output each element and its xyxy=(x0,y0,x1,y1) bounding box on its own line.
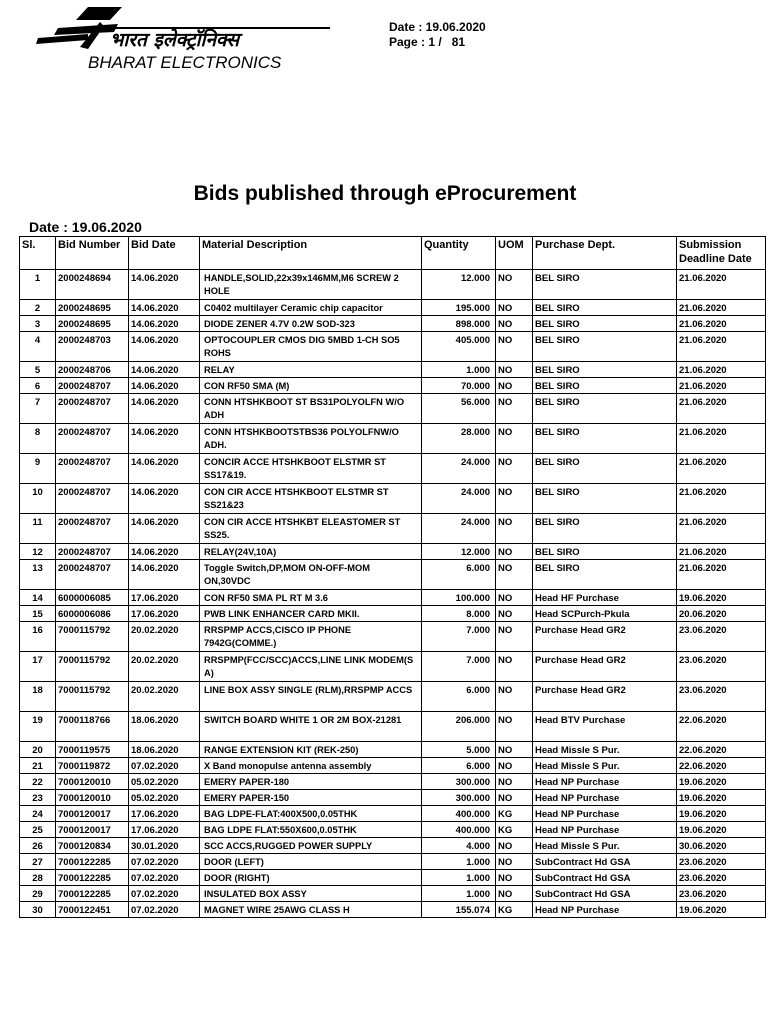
cell-deadline: 23.06.2020 xyxy=(677,622,766,652)
cell-bid-date: 07.02.2020 xyxy=(129,902,200,918)
table-row xyxy=(20,394,766,424)
cell-dept: BEL SIRO xyxy=(533,454,677,484)
cell-uom: NO xyxy=(496,362,533,378)
cell-dept: BEL SIRO xyxy=(533,378,677,394)
table-row xyxy=(20,854,766,870)
cell-material: DOOR (RIGHT) xyxy=(200,870,422,886)
cell-dept: Purchase Head GR2 xyxy=(533,682,677,712)
cell-uom: NO xyxy=(496,514,533,544)
cell-dept: Head Missle S Pur. xyxy=(533,742,677,758)
cell-bid-number: 7000118766 xyxy=(56,712,129,742)
cell-material: CON RF50 SMA PL RT M 3.6 xyxy=(200,590,422,606)
cell-material: INSULATED BOX ASSY xyxy=(200,886,422,902)
cell-material: CON CIR ACCE HTSHKBOOT ELSTMR ST SS21&23 xyxy=(200,484,422,514)
cell-uom: NO xyxy=(496,682,533,712)
table-row xyxy=(20,560,766,590)
cell-deadline: 21.06.2020 xyxy=(677,514,766,544)
cell-deadline: 21.06.2020 xyxy=(677,424,766,454)
cell-quantity: 6.000 xyxy=(422,682,496,712)
cell-deadline: 21.06.2020 xyxy=(677,544,766,560)
table-row xyxy=(20,378,766,394)
cell-sl: 20 xyxy=(20,742,56,758)
cell-bid-date: 07.02.2020 xyxy=(129,886,200,902)
cell-material: RRSPMP ACCS,CISCO IP PHONE 7942G(COMME.) xyxy=(200,622,422,652)
cell-bid-date: 17.06.2020 xyxy=(129,806,200,822)
cell-uom: NO xyxy=(496,886,533,902)
cell-bid-date: 14.06.2020 xyxy=(129,332,200,362)
cell-dept: SubContract Hd GSA xyxy=(533,854,677,870)
cell-dept: SubContract Hd GSA xyxy=(533,886,677,902)
cell-quantity: 12.000 xyxy=(422,270,496,300)
cell-quantity: 300.000 xyxy=(422,774,496,790)
cell-quantity: 8.000 xyxy=(422,606,496,622)
cell-dept: Purchase Head GR2 xyxy=(533,622,677,652)
cell-dept: BEL SIRO xyxy=(533,514,677,544)
bids-table xyxy=(19,236,766,918)
table-row xyxy=(20,362,766,378)
cell-bid-number: 2000248707 xyxy=(56,514,129,544)
cell-bid-number: 2000248694 xyxy=(56,270,129,300)
page-label: Page : 1 / 81 xyxy=(389,35,466,49)
cell-dept: BEL SIRO xyxy=(533,544,677,560)
cell-dept: Head SCPurch-Pkula xyxy=(533,606,677,622)
cell-deadline: 21.06.2020 xyxy=(677,560,766,590)
cell-uom: NO xyxy=(496,838,533,854)
cell-dept: Head NP Purchase xyxy=(533,790,677,806)
cell-bid-number: 7000122285 xyxy=(56,886,129,902)
cell-material: SCC ACCS,RUGGED POWER SUPPLY xyxy=(200,838,422,854)
cell-bid-number: 7000120834 xyxy=(56,838,129,854)
cell-dept: Head NP Purchase xyxy=(533,902,677,918)
cell-uom: NO xyxy=(496,300,533,316)
cell-bid-date: 14.06.2020 xyxy=(129,484,200,514)
cell-material: Toggle Switch,DP,MOM ON-OFF-MOM ON,30VDC xyxy=(200,560,422,590)
cell-dept: BEL SIRO xyxy=(533,332,677,362)
cell-bid-number: 7000115792 xyxy=(56,622,129,652)
cell-bid-date: 17.06.2020 xyxy=(129,822,200,838)
cell-bid-number: 2000248707 xyxy=(56,424,129,454)
col-header-bid-number: Bid Number xyxy=(56,237,129,270)
cell-sl: 28 xyxy=(20,870,56,886)
table-row xyxy=(20,484,766,514)
cell-quantity: 1.000 xyxy=(422,886,496,902)
cell-deadline: 21.06.2020 xyxy=(677,300,766,316)
cell-material: HANDLE,SOLID,22x39x146MM,M6 SCREW 2 HOLE xyxy=(200,270,422,300)
cell-sl: 27 xyxy=(20,854,56,870)
svg-text:BHARAT ELECTRONICS: BHARAT ELECTRONICS xyxy=(88,53,282,72)
table-row xyxy=(20,454,766,484)
cell-material: PWB LINK ENHANCER CARD MKII. xyxy=(200,606,422,622)
table-row xyxy=(20,270,766,300)
cell-quantity: 24.000 xyxy=(422,484,496,514)
col-header-quantity: Quantity xyxy=(422,237,496,270)
cell-material: CONN HTSHKBOOTSTBS36 POLYOLFNW/O ADH. xyxy=(200,424,422,454)
cell-deadline: 23.06.2020 xyxy=(677,682,766,712)
cell-sl: 14 xyxy=(20,590,56,606)
cell-material: BAG LDPE-FLAT:400X500,0.05THK xyxy=(200,806,422,822)
cell-uom: NO xyxy=(496,606,533,622)
col-header-deadline: Submission Deadline Date xyxy=(677,237,766,270)
cell-uom: KG xyxy=(496,822,533,838)
table-row xyxy=(20,870,766,886)
cell-quantity: 12.000 xyxy=(422,544,496,560)
cell-material: RRSPMP(FCC/SCC)ACCS,LINE LINK MODEM(S A) xyxy=(200,652,422,682)
cell-bid-date: 05.02.2020 xyxy=(129,790,200,806)
cell-sl: 12 xyxy=(20,544,56,560)
cell-bid-number: 7000122285 xyxy=(56,870,129,886)
cell-quantity: 1.000 xyxy=(422,870,496,886)
cell-quantity: 300.000 xyxy=(422,790,496,806)
cell-sl: 17 xyxy=(20,652,56,682)
svg-text:भारत इलेक्ट्रॉनिक्स: भारत इलेक्ट्रॉनिक्स xyxy=(110,29,240,51)
cell-deadline: 22.06.2020 xyxy=(677,712,766,742)
cell-sl: 1 xyxy=(20,270,56,300)
cell-sl: 22 xyxy=(20,774,56,790)
cell-deadline: 22.06.2020 xyxy=(677,758,766,774)
cell-sl: 24 xyxy=(20,806,56,822)
cell-quantity: 155.074 xyxy=(422,902,496,918)
cell-material: EMERY PAPER-180 xyxy=(200,774,422,790)
cell-dept: Head Missle S Pur. xyxy=(533,838,677,854)
cell-bid-date: 14.06.2020 xyxy=(129,424,200,454)
cell-sl: 8 xyxy=(20,424,56,454)
cell-material: CONCIR ACCE HTSHKBOOT ELSTMR ST SS17&19. xyxy=(200,454,422,484)
bel-logo xyxy=(18,4,338,72)
cell-bid-date: 14.06.2020 xyxy=(129,560,200,590)
cell-deadline: 23.06.2020 xyxy=(677,870,766,886)
cell-bid-number: 7000119872 xyxy=(56,758,129,774)
cell-uom: NO xyxy=(496,544,533,560)
cell-quantity: 4.000 xyxy=(422,838,496,854)
cell-sl: 2 xyxy=(20,300,56,316)
table-row xyxy=(20,822,766,838)
cell-sl: 3 xyxy=(20,316,56,332)
cell-bid-number: 7000122451 xyxy=(56,902,129,918)
cell-quantity: 100.000 xyxy=(422,590,496,606)
cell-bid-number: 2000248707 xyxy=(56,560,129,590)
cell-uom: NO xyxy=(496,590,533,606)
cell-deadline: 19.06.2020 xyxy=(677,774,766,790)
cell-uom: NO xyxy=(496,332,533,362)
cell-sl: 11 xyxy=(20,514,56,544)
cell-uom: NO xyxy=(496,652,533,682)
cell-material: C0402 multilayer Ceramic chip capacitor xyxy=(200,300,422,316)
cell-quantity: 7.000 xyxy=(422,622,496,652)
cell-dept: BEL SIRO xyxy=(533,560,677,590)
cell-material: BAG LDPE FLAT:550X600,0.05THK xyxy=(200,822,422,838)
cell-quantity: 6.000 xyxy=(422,758,496,774)
cell-uom: NO xyxy=(496,774,533,790)
cell-bid-date: 17.06.2020 xyxy=(129,606,200,622)
col-header-sl: Sl. xyxy=(20,237,56,270)
page-meta xyxy=(389,20,486,50)
table-row xyxy=(20,332,766,362)
cell-bid-date: 14.06.2020 xyxy=(129,514,200,544)
table-row xyxy=(20,902,766,918)
cell-bid-number: 2000248707 xyxy=(56,484,129,514)
cell-sl: 13 xyxy=(20,560,56,590)
cell-quantity: 1.000 xyxy=(422,854,496,870)
cell-quantity: 5.000 xyxy=(422,742,496,758)
cell-bid-date: 14.06.2020 xyxy=(129,378,200,394)
cell-quantity: 6.000 xyxy=(422,560,496,590)
cell-deadline: 23.06.2020 xyxy=(677,854,766,870)
cell-quantity: 400.000 xyxy=(422,806,496,822)
cell-sl: 25 xyxy=(20,822,56,838)
cell-uom: NO xyxy=(496,790,533,806)
cell-deadline: 21.06.2020 xyxy=(677,270,766,300)
cell-deadline: 23.06.2020 xyxy=(677,886,766,902)
col-header-uom: UOM xyxy=(496,237,533,270)
cell-dept: BEL SIRO xyxy=(533,394,677,424)
cell-quantity: 24.000 xyxy=(422,454,496,484)
cell-bid-number: 7000115792 xyxy=(56,652,129,682)
cell-bid-date: 14.06.2020 xyxy=(129,316,200,332)
cell-sl: 30 xyxy=(20,902,56,918)
cell-bid-date: 20.02.2020 xyxy=(129,682,200,712)
cell-bid-number: 6000006086 xyxy=(56,606,129,622)
cell-bid-date: 14.06.2020 xyxy=(129,300,200,316)
table-row xyxy=(20,806,766,822)
cell-deadline: 21.06.2020 xyxy=(677,454,766,484)
cell-sl: 23 xyxy=(20,790,56,806)
col-header-dept: Purchase Dept. xyxy=(533,237,677,270)
cell-bid-date: 07.02.2020 xyxy=(129,758,200,774)
cell-uom: NO xyxy=(496,622,533,652)
cell-bid-number: 7000120010 xyxy=(56,774,129,790)
cell-deadline: 30.06.2020 xyxy=(677,838,766,854)
cell-sl: 6 xyxy=(20,378,56,394)
table-row xyxy=(20,590,766,606)
cell-sl: 5 xyxy=(20,362,56,378)
cell-material: DIODE ZENER 4.7V 0.2W SOD-323 xyxy=(200,316,422,332)
cell-deadline: 21.06.2020 xyxy=(677,394,766,424)
cell-uom: KG xyxy=(496,806,533,822)
cell-dept: BEL SIRO xyxy=(533,316,677,332)
cell-uom: NO xyxy=(496,484,533,514)
cell-quantity: 70.000 xyxy=(422,378,496,394)
cell-dept: BEL SIRO xyxy=(533,362,677,378)
cell-material: OPTOCOUPLER CMOS DIG 5MBD 1-CH SO5 ROHS xyxy=(200,332,422,362)
cell-dept: Head HF Purchase xyxy=(533,590,677,606)
cell-bid-number: 2000248707 xyxy=(56,454,129,484)
table-row xyxy=(20,682,766,712)
cell-quantity: 7.000 xyxy=(422,652,496,682)
cell-uom: KG xyxy=(496,902,533,918)
cell-bid-date: 07.02.2020 xyxy=(129,870,200,886)
cell-dept: Head NP Purchase xyxy=(533,822,677,838)
cell-material: RANGE EXTENSION KIT (REK-250) xyxy=(200,742,422,758)
cell-dept: Head BTV Purchase xyxy=(533,712,677,742)
cell-uom: NO xyxy=(496,424,533,454)
cell-sl: 29 xyxy=(20,886,56,902)
cell-bid-number: 7000120017 xyxy=(56,822,129,838)
cell-deadline: 21.06.2020 xyxy=(677,484,766,514)
cell-dept: BEL SIRO xyxy=(533,484,677,514)
table-row xyxy=(20,790,766,806)
cell-sl: 21 xyxy=(20,758,56,774)
cell-material: SWITCH BOARD WHITE 1 OR 2M BOX-21281 xyxy=(200,712,422,742)
cell-deadline: 21.06.2020 xyxy=(677,332,766,362)
cell-uom: NO xyxy=(496,378,533,394)
cell-deadline: 21.06.2020 xyxy=(677,316,766,332)
cell-dept: Head Missle S Pur. xyxy=(533,758,677,774)
cell-quantity: 56.000 xyxy=(422,394,496,424)
cell-material: CON CIR ACCE HTSHKBT ELEASTOMER ST SS25. xyxy=(200,514,422,544)
cell-material: CON RF50 SMA (M) xyxy=(200,378,422,394)
cell-quantity: 400.000 xyxy=(422,822,496,838)
cell-bid-number: 2000248695 xyxy=(56,300,129,316)
cell-bid-number: 6000006085 xyxy=(56,590,129,606)
col-header-bid-date: Bid Date xyxy=(129,237,200,270)
cell-quantity: 195.000 xyxy=(422,300,496,316)
cell-deadline: 19.06.2020 xyxy=(677,790,766,806)
table-row xyxy=(20,652,766,682)
table-row xyxy=(20,606,766,622)
cell-bid-number: 2000248703 xyxy=(56,332,129,362)
cell-quantity: 405.000 xyxy=(422,332,496,362)
table-row xyxy=(20,622,766,652)
cell-material: X Band monopulse antenna assembly xyxy=(200,758,422,774)
cell-dept: BEL SIRO xyxy=(533,424,677,454)
cell-deadline: 19.06.2020 xyxy=(677,590,766,606)
cell-bid-date: 30.01.2020 xyxy=(129,838,200,854)
cell-material: MAGNET WIRE 25AWG CLASS H xyxy=(200,902,422,918)
cell-deadline: 21.06.2020 xyxy=(677,362,766,378)
cell-sl: 16 xyxy=(20,622,56,652)
cell-uom: NO xyxy=(496,270,533,300)
cell-dept: Head NP Purchase xyxy=(533,774,677,790)
cell-quantity: 206.000 xyxy=(422,712,496,742)
cell-bid-date: 20.02.2020 xyxy=(129,652,200,682)
table-row xyxy=(20,886,766,902)
cell-sl: 19 xyxy=(20,712,56,742)
cell-bid-date: 14.06.2020 xyxy=(129,544,200,560)
table-row xyxy=(20,742,766,758)
cell-bid-date: 18.06.2020 xyxy=(129,742,200,758)
cell-deadline: 21.06.2020 xyxy=(677,378,766,394)
cell-deadline: 19.06.2020 xyxy=(677,806,766,822)
table-header-row xyxy=(20,237,766,270)
cell-sl: 18 xyxy=(20,682,56,712)
date-label: Date : 19.06.2020 xyxy=(389,20,486,34)
cell-sl: 9 xyxy=(20,454,56,484)
cell-dept: BEL SIRO xyxy=(533,300,677,316)
cell-quantity: 28.000 xyxy=(422,424,496,454)
cell-bid-number: 2000248707 xyxy=(56,378,129,394)
cell-sl: 10 xyxy=(20,484,56,514)
table-row xyxy=(20,758,766,774)
table-row xyxy=(20,514,766,544)
cell-bid-number: 7000120010 xyxy=(56,790,129,806)
cell-dept: Head NP Purchase xyxy=(533,806,677,822)
cell-bid-number: 2000248695 xyxy=(56,316,129,332)
cell-dept: Purchase Head GR2 xyxy=(533,652,677,682)
cell-bid-date: 17.06.2020 xyxy=(129,590,200,606)
cell-sl: 4 xyxy=(20,332,56,362)
cell-dept: BEL SIRO xyxy=(533,270,677,300)
cell-deadline: 20.06.2020 xyxy=(677,606,766,622)
cell-deadline: 19.06.2020 xyxy=(677,902,766,918)
cell-material: RELAY xyxy=(200,362,422,378)
cell-bid-number: 2000248706 xyxy=(56,362,129,378)
table-row xyxy=(20,774,766,790)
cell-dept: SubContract Hd GSA xyxy=(533,870,677,886)
cell-material: CONN HTSHKBOOT ST BS31POLYOLFN W/O ADH xyxy=(200,394,422,424)
cell-sl: 26 xyxy=(20,838,56,854)
col-header-material: Material Description xyxy=(200,237,422,270)
cell-material: EMERY PAPER-150 xyxy=(200,790,422,806)
cell-deadline: 19.06.2020 xyxy=(677,822,766,838)
table-row xyxy=(20,838,766,854)
cell-uom: NO xyxy=(496,560,533,590)
table-row xyxy=(20,712,766,742)
cell-quantity: 898.000 xyxy=(422,316,496,332)
cell-uom: NO xyxy=(496,316,533,332)
cell-quantity: 24.000 xyxy=(422,514,496,544)
cell-sl: 15 xyxy=(20,606,56,622)
cell-bid-number: 7000119575 xyxy=(56,742,129,758)
cell-bid-date: 18.06.2020 xyxy=(129,712,200,742)
cell-bid-number: 7000122285 xyxy=(56,854,129,870)
cell-uom: NO xyxy=(496,454,533,484)
cell-bid-number: 2000248707 xyxy=(56,544,129,560)
cell-quantity: 1.000 xyxy=(422,362,496,378)
table-row xyxy=(20,300,766,316)
table-row xyxy=(20,316,766,332)
cell-uom: NO xyxy=(496,854,533,870)
cell-bid-date: 14.06.2020 xyxy=(129,394,200,424)
cell-material: DOOR (LEFT) xyxy=(200,854,422,870)
cell-uom: NO xyxy=(496,712,533,742)
cell-bid-date: 14.06.2020 xyxy=(129,454,200,484)
cell-bid-number: 7000115792 xyxy=(56,682,129,712)
cell-bid-number: 2000248707 xyxy=(56,394,129,424)
cell-sl: 7 xyxy=(20,394,56,424)
cell-uom: NO xyxy=(496,742,533,758)
cell-deadline: 22.06.2020 xyxy=(677,742,766,758)
table-row xyxy=(20,424,766,454)
cell-uom: NO xyxy=(496,394,533,424)
cell-bid-date: 05.02.2020 xyxy=(129,774,200,790)
cell-material: LINE BOX ASSY SINGLE (RLM),RRSPMP ACCS xyxy=(200,682,422,712)
cell-uom: NO xyxy=(496,758,533,774)
report-date: Date : 19.06.2020 xyxy=(29,219,142,235)
cell-bid-date: 07.02.2020 xyxy=(129,854,200,870)
cell-bid-date: 14.06.2020 xyxy=(129,362,200,378)
cell-bid-date: 20.02.2020 xyxy=(129,622,200,652)
document-title: Bids published through eProcurement xyxy=(193,182,577,205)
cell-deadline: 23.06.2020 xyxy=(677,652,766,682)
cell-bid-date: 14.06.2020 xyxy=(129,270,200,300)
cell-uom: NO xyxy=(496,870,533,886)
table-row xyxy=(20,544,766,560)
cell-material: RELAY(24V,10A) xyxy=(200,544,422,560)
cell-bid-number: 7000120017 xyxy=(56,806,129,822)
